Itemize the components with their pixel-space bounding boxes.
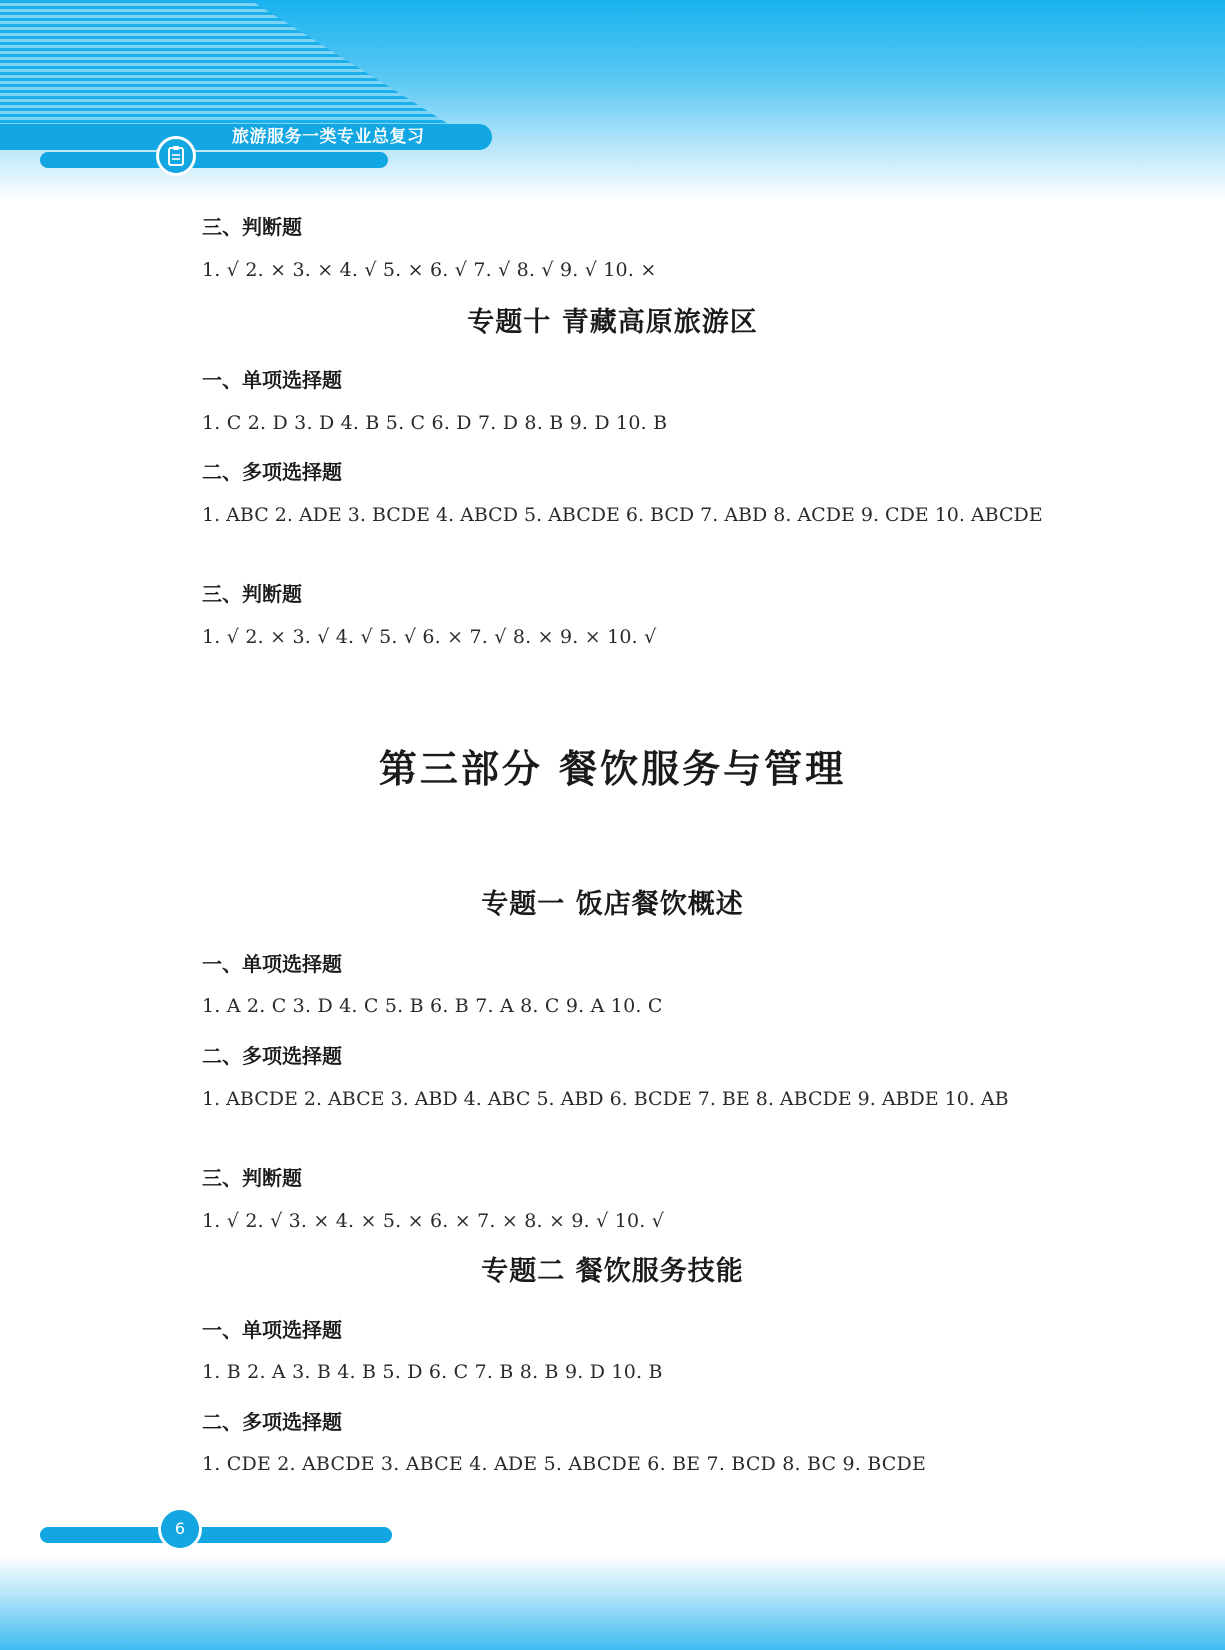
topic-title: 专题二 餐饮服务技能 xyxy=(481,1256,744,1287)
answer-line: 1. B 2. A 3. B 4. B 5. D 6. C 7. B 8. B 9. D 10. B xyxy=(202,1361,663,1383)
footer-bar xyxy=(40,1527,392,1543)
section-label: 三、判断题 xyxy=(202,215,302,239)
section-label: 一、单项选择题 xyxy=(202,952,342,976)
part-title: 第三部分 餐饮服务与管理 xyxy=(378,747,847,791)
answer-line: 1. ABC 2. ADE 3. BCDE 4. ABCD 5. ABCDE 6. BCD 7. ABD 8. ACDE 9. CDE 10. ABCDE xyxy=(202,504,1043,526)
clipboard-icon xyxy=(156,136,196,176)
page-number: 6 xyxy=(158,1507,202,1551)
answer-line: 1. A 2. C 3. D 4. C 5. B 6. B 7. A 8. C 9. A 10. C xyxy=(202,995,663,1017)
header-underline-bar xyxy=(40,152,388,168)
answer-line: 1. √ 2. × 3. √ 4. √ 5. √ 6. × 7. √ 8. × 9. × 10. √ xyxy=(202,626,657,648)
answer-line: 1. ABCDE 2. ABCE 3. ABD 4. ABC 5. ABD 6. BCDE 7. BE 8. ABCDE 9. ABDE 10. AB xyxy=(202,1088,1009,1110)
footer-gradient-band xyxy=(0,1555,1225,1650)
section-label: 二、多项选择题 xyxy=(202,1410,342,1434)
section-label: 二、多项选择题 xyxy=(202,1044,342,1068)
section-label: 二、多项选择题 xyxy=(202,460,342,484)
section-label: 三、判断题 xyxy=(202,582,302,606)
section-label: 一、单项选择题 xyxy=(202,1318,342,1342)
answer-line: 1. C 2. D 3. D 4. B 5. C 6. D 7. D 8. B 9. D 10. B xyxy=(202,412,668,434)
answer-line: 1. √ 2. × 3. × 4. √ 5. × 6. √ 7. √ 8. √ 9. √ 10. × xyxy=(202,259,657,281)
running-header-title: 旅游服务一类专业总复习 xyxy=(232,127,425,147)
topic-title: 专题一 饭店餐饮概述 xyxy=(481,889,744,920)
answer-line: 1. CDE 2. ABCDE 3. ABCE 4. ADE 5. ABCDE 6. BE 7. BCD 8. BC 9. BCDE xyxy=(202,1453,927,1475)
answer-line: 1. √ 2. √ 3. × 4. × 5. × 6. × 7. × 8. × 9. √ 10. √ xyxy=(202,1210,665,1232)
section-label: 三、判断题 xyxy=(202,1166,302,1190)
topic-title: 专题十 青藏高原旅游区 xyxy=(467,307,758,338)
section-label: 一、单项选择题 xyxy=(202,368,342,392)
